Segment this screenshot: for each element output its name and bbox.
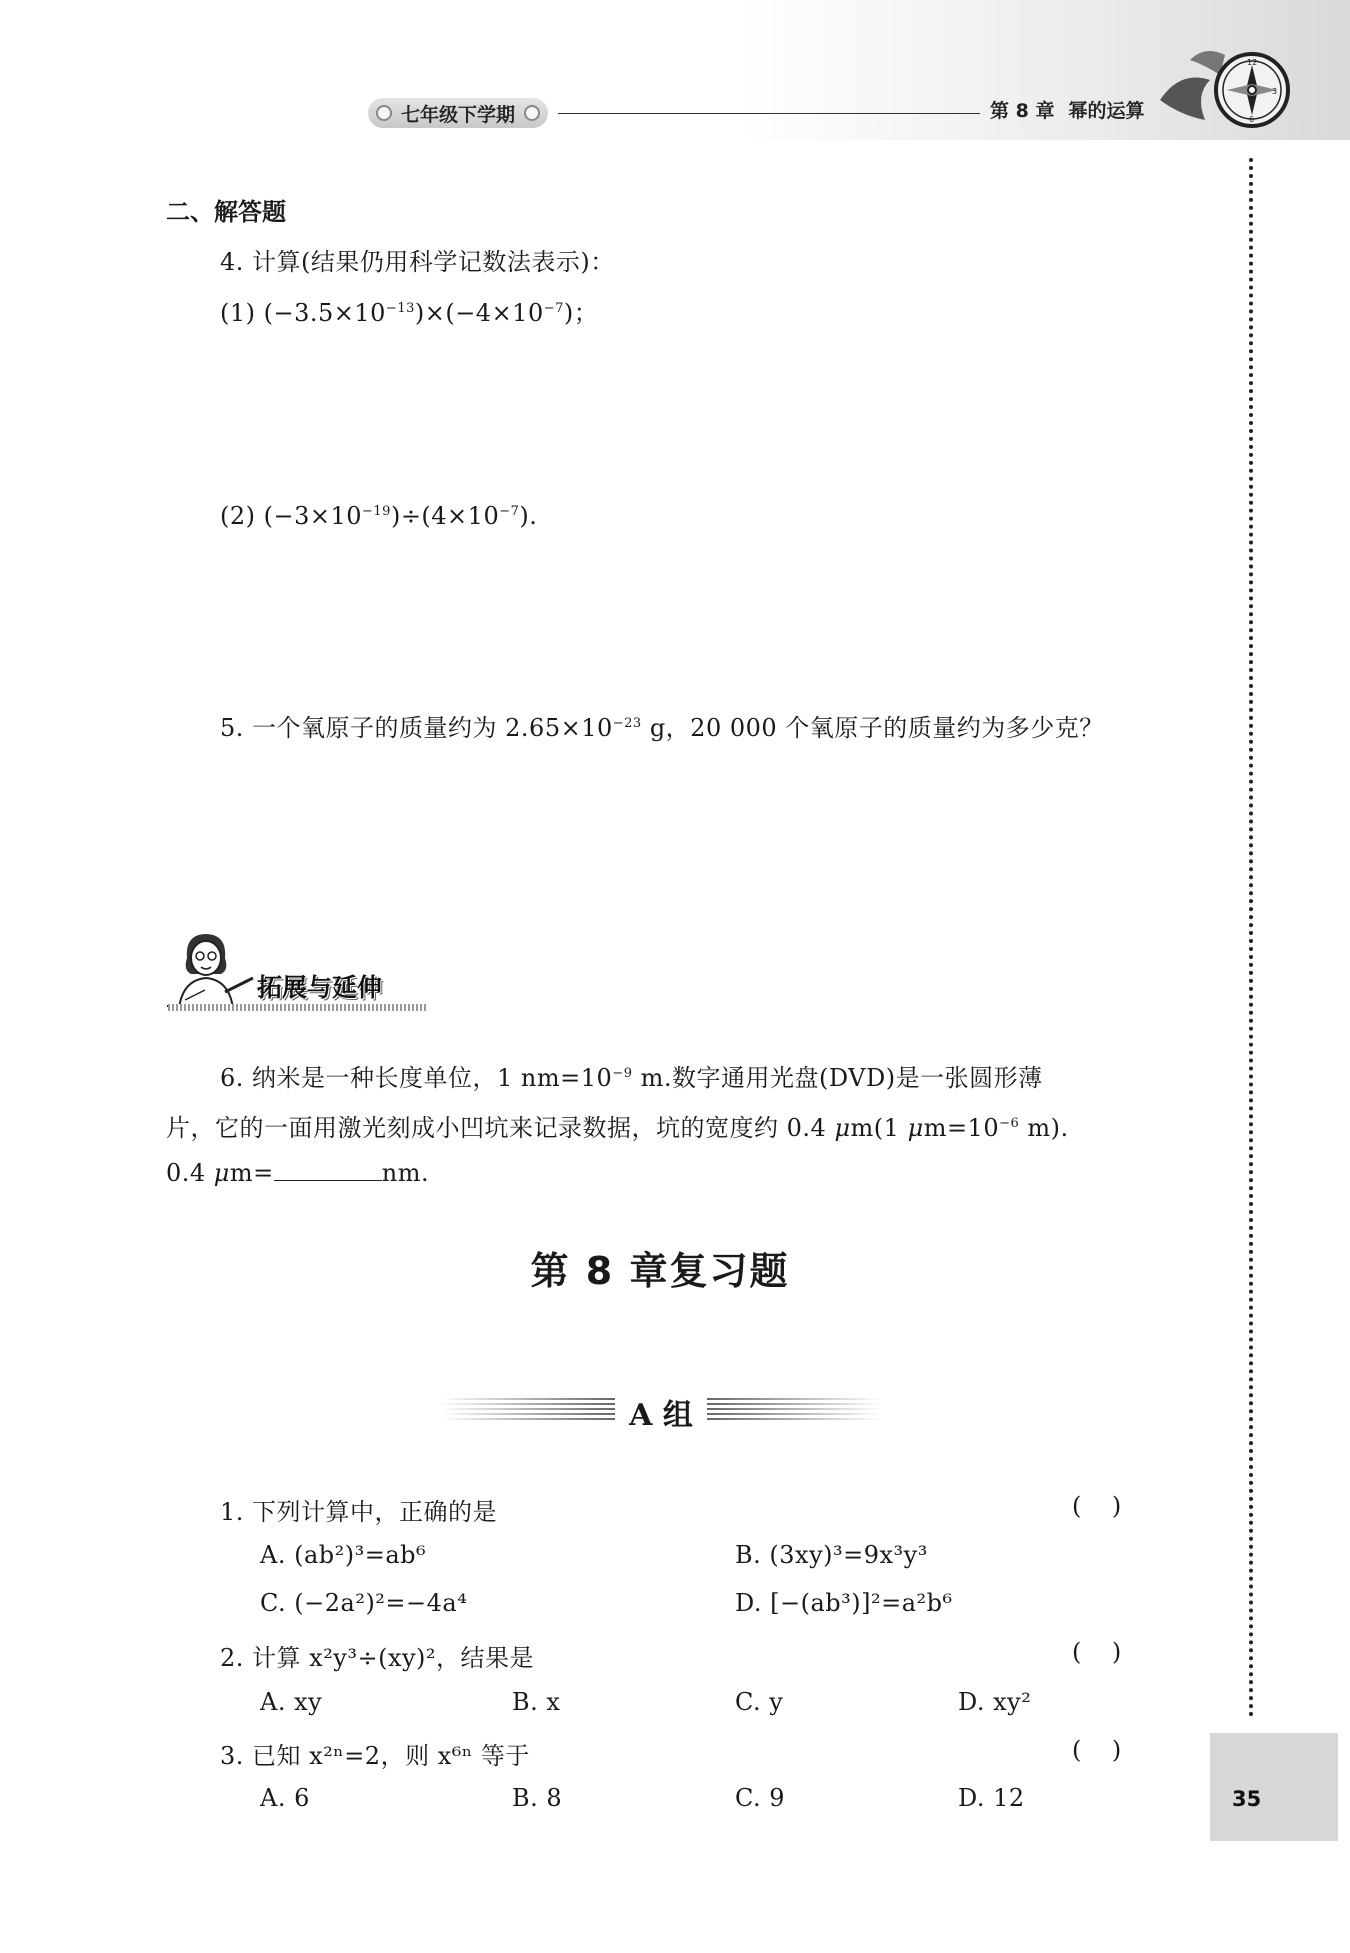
chapter-number: 第 8 章 — [990, 100, 1055, 122]
q4-p1-text2: )×(−4×10 — [414, 299, 544, 327]
q6-line1 — [220, 1058, 1043, 1093]
mc-q3-option-d[interactable]: D. 12 — [958, 1784, 1025, 1812]
mc-q3-answer-bracket[interactable]: ( ) — [1072, 1736, 1122, 1764]
q4-p2-exp2: −7 — [499, 504, 520, 519]
q6-l2-text2: m(1 — [850, 1114, 908, 1142]
page-number: 35 — [1232, 1787, 1262, 1811]
q6-l3-mu: μ — [213, 1159, 230, 1187]
mc-q2-answer-bracket[interactable]: ( ) — [1072, 1638, 1122, 1666]
q5-text2: g，20 000 个氧原子的质量约为多少克？ — [641, 714, 1104, 742]
group-header — [440, 1392, 880, 1433]
extension-underline — [168, 1004, 428, 1011]
group-bar-right — [707, 1398, 882, 1420]
svg-text:6: 6 — [1249, 115, 1255, 124]
mc-q1-stem: 1. 下列计算中，正确的是 — [220, 1498, 498, 1526]
page-number-tab — [1210, 1733, 1338, 1841]
q4-p1-text: (1) (−3.5×10 — [220, 299, 386, 327]
q6-l2-mu1: μ — [834, 1114, 851, 1142]
badge-dot-left — [376, 105, 392, 121]
q4-p2-text: (2) (−3×10 — [220, 502, 363, 530]
group-label: A 组 — [629, 1398, 693, 1433]
q6-l2-text3: m=10 — [923, 1114, 1000, 1142]
q6-l3-text: 0.4 — [166, 1159, 214, 1187]
mc-q1-answer-bracket[interactable]: ( ) — [1072, 1492, 1122, 1520]
term-label: 七年级下学期 — [400, 103, 515, 126]
mc-q1-option-b[interactable]: B. (3xy)³=9x³y³ — [735, 1541, 928, 1569]
q4-p2-text2: )÷(4×10 — [390, 502, 500, 530]
svg-text:12: 12 — [1247, 58, 1258, 67]
mc-q1-option-c[interactable]: C. (−2a²)²=−4a⁴ — [260, 1589, 468, 1617]
q4-part2 — [220, 502, 537, 530]
q6-line3 — [166, 1158, 429, 1187]
q5 — [220, 708, 1104, 743]
teacher-illustration — [165, 930, 260, 1010]
q6-l2-mu2: μ — [907, 1114, 924, 1142]
q6-l1-text2: m.数字通用光盘(DVD)是一张圆形薄 — [632, 1064, 1043, 1092]
mc-q1-option-a[interactable]: A. (ab²)³=ab⁶ — [260, 1541, 427, 1569]
badge-dot-right — [524, 105, 540, 121]
q4-p1-text3: )； — [563, 299, 599, 327]
mc-q2-option-d[interactable]: D. xy² — [958, 1688, 1032, 1716]
mc-q2-option-b[interactable]: B. x — [512, 1688, 561, 1716]
section-title: 二、解答题 — [166, 198, 286, 226]
chapter-label — [990, 96, 1158, 123]
compass-icon — [1150, 40, 1300, 140]
q6-l1-exp: −9 — [612, 1066, 633, 1081]
review-title: 第 8 章复习题 — [530, 1249, 790, 1293]
svg-text:3: 3 — [1272, 87, 1278, 96]
answer-blank[interactable] — [274, 1158, 382, 1181]
mc-q2-option-a[interactable]: A. xy — [260, 1688, 323, 1716]
q6-l2-text4: m). — [1019, 1114, 1069, 1142]
q4-stem: 4. 计算(结果仍用科学记数法表示)： — [220, 248, 615, 276]
mc-q1-option-d[interactable]: D. [−(ab³)]²=a²b⁶ — [735, 1589, 953, 1617]
q6-line2 — [166, 1108, 1069, 1143]
q4-part1 — [220, 293, 598, 328]
q4-p1-exp1: −13 — [385, 301, 415, 316]
mc-q2-option-c[interactable]: C. y — [735, 1688, 784, 1716]
q4-p2-exp1: −19 — [362, 504, 391, 519]
header-rule — [558, 113, 980, 114]
margin-dotted-line — [1249, 158, 1253, 1718]
mc-q3-option-a[interactable]: A. 6 — [260, 1784, 310, 1812]
mc-q2-stem: 2. 计算 x²y³÷(xy)²，结果是 — [220, 1644, 535, 1672]
q5-exp: −23 — [612, 716, 642, 731]
extension-title: 拓展与延伸 — [257, 973, 383, 1002]
q6-l3-text2: m= — [229, 1159, 274, 1187]
q4-p2-text3: ). — [519, 502, 538, 530]
q6-l1-text: 6. 纳米是一种长度单位，1 nm=10 — [220, 1064, 613, 1092]
term-badge — [368, 98, 548, 128]
chapter-title: 幂的运算 — [1068, 100, 1145, 122]
mc-q3-option-b[interactable]: B. 8 — [512, 1784, 563, 1812]
q6-l3-text3: nm. — [381, 1159, 430, 1187]
q5-text: 5. 一个氧原子的质量约为 2.65×10 — [220, 714, 613, 742]
mc-q3-option-c[interactable]: C. 9 — [735, 1784, 786, 1812]
group-bar-left — [440, 1398, 615, 1420]
q6-l2-exp: −6 — [999, 1116, 1020, 1131]
q6-l2-text: 片，它的一面用激光刻成小凹坑来记录数据，坑的宽度约 0.4 — [166, 1114, 835, 1142]
q4-p1-exp2: −7 — [543, 301, 564, 316]
mc-q3-stem: 3. 已知 x²ⁿ=2，则 x⁶ⁿ 等于 — [220, 1742, 530, 1770]
